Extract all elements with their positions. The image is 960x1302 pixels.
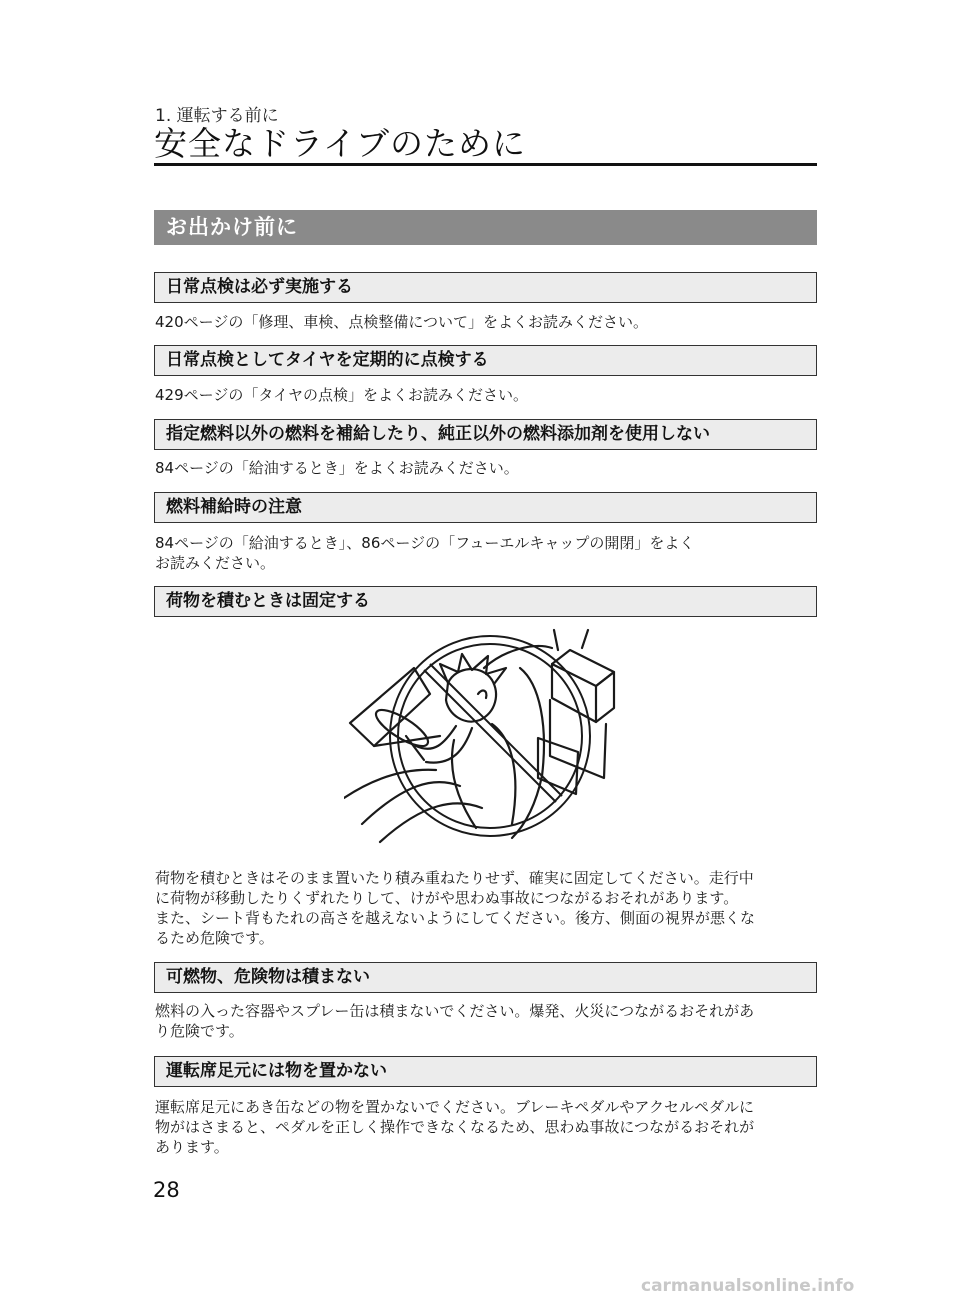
page-number: 28 <box>153 1178 180 1202</box>
topic-body-driver-footwell: 運転席足元にあき缶などの物を置かないでください。ブレーキペダルやアクセルペダルに 物がはさまると、ペダルを正しく操作できなくなるため、思わぬ事故につながるおそれが あります。 <box>155 1098 755 1156</box>
topic-body-refueling: 84ページの「給油するとき」、86ページの「フューエルキャップの開閉」をよく お読みください。 <box>155 534 695 572</box>
unsecured-cargo-illustration <box>344 628 624 853</box>
topic-heading-fuel-type: 指定燃料以外の燃料を補給したり、純正以外の燃料添加剤を使用しない <box>154 419 817 450</box>
topic-heading-hazardous-items: 可燃物、危険物は積まない <box>154 962 817 993</box>
topic-heading-tire-inspection: 日常点検としてタイヤを定期的に点検する <box>154 345 817 376</box>
topic-heading-refueling: 燃料補給時の注意 <box>154 492 817 523</box>
topic-heading-secure-cargo: 荷物を積むときは固定する <box>154 586 817 617</box>
chapter-label: 1. 運転する前に <box>155 106 279 126</box>
topic-body-fuel-type: 84ページの「給油するとき」をよくお読みください。 <box>155 459 519 477</box>
prohibited-icon <box>344 628 624 853</box>
topic-heading-daily-inspection: 日常点検は必ず実施する <box>154 272 817 303</box>
topic-body-daily-inspection: 420ページの「修理、車検、点検整備について」をよくお読みください。 <box>155 313 649 331</box>
topic-body-secure-cargo: 荷物を積むときはそのまま置いたり積み重ねたりせず、確実に固定してください。走行中 に荷物が移動したりくずれたりして、けがや思わぬ事故につながるおそれがあります。 また、シート背もたれの高さを越えないようにしてください。後方、側面の視界が悪くな るため危険です。 <box>155 869 756 947</box>
section-bar: お出かけ前に <box>154 210 817 245</box>
topic-body-hazardous-items: 燃料の入った容器やスプレー缶は積まないでください。爆発、火災につながるおそれがあ り危険です。 <box>155 1002 755 1040</box>
topic-body-tire-inspection: 429ページの「タイヤの点検」をよくお読みください。 <box>155 386 529 404</box>
title-rule <box>154 163 817 166</box>
watermark: carmanualsonline.info <box>641 1276 855 1296</box>
page-title: 安全なドライブのために <box>154 124 527 163</box>
topic-heading-driver-footwell: 運転席足元には物を置かない <box>154 1056 817 1087</box>
